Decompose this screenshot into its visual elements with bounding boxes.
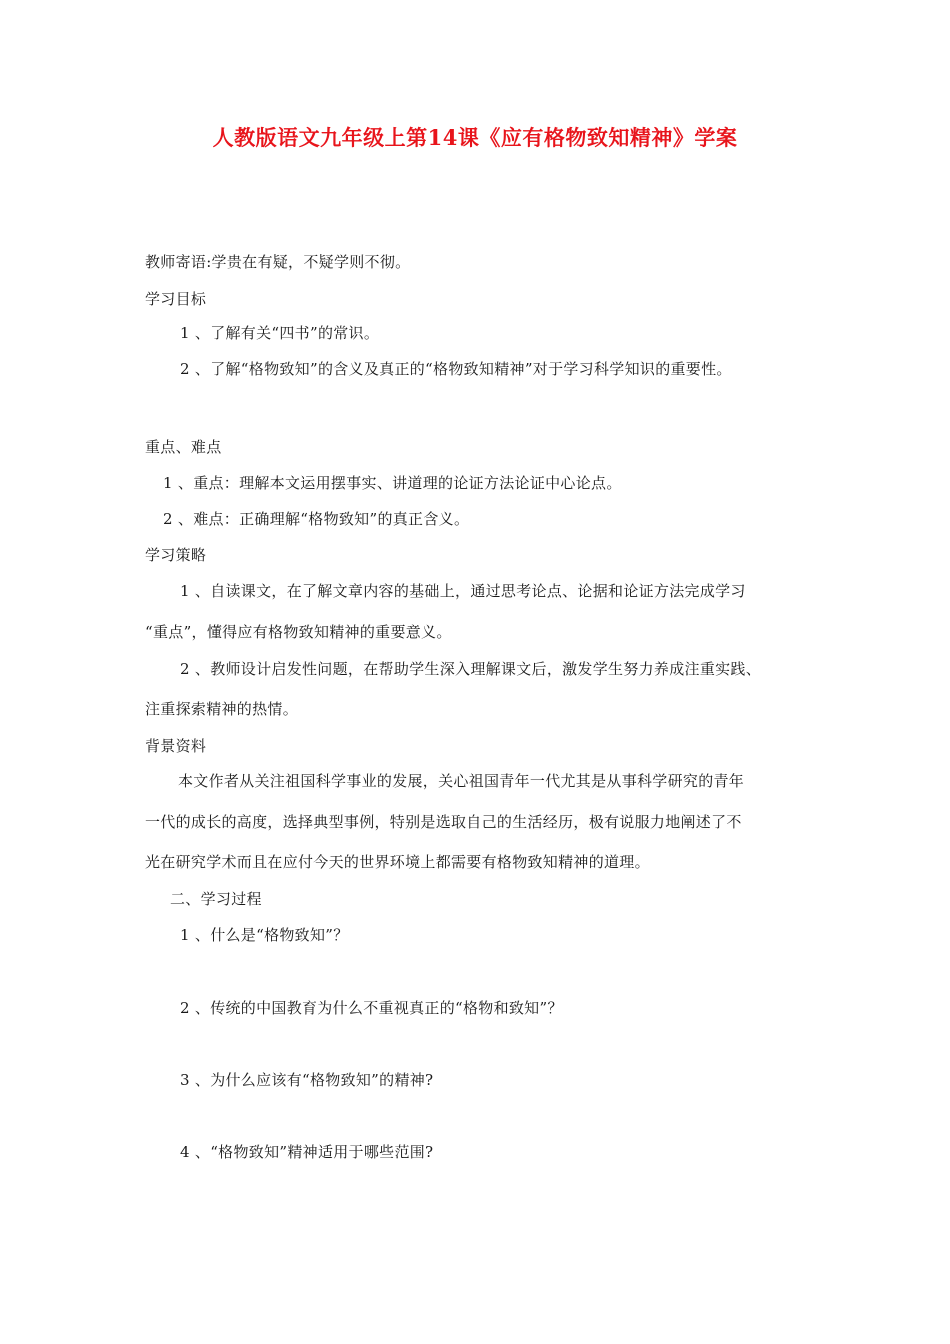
background-paragraph-line: 本文作者从关注祖国科学事业的发展，关心祖国青年一代尤其是从事科学研究的青年 [178,772,745,790]
strategy-heading: 学习策略 [145,546,207,564]
document-title: 人教版语文九年级上第14课《应有格物致知精神》学案 [212,125,738,150]
background-paragraph-line: 一代的成长的高度，选择典型事例，特别是选取自己的生活经历，极有说服力地阐述了不 [145,813,742,831]
background-heading: 背景资料 [145,737,207,755]
background-paragraph-line: 光在研究学术而且在应付今天的世界环境上都需要有格物致知精神的道理。 [145,853,650,871]
process-question: 3 、为什么应该有“格物致知”的精神? [180,1071,434,1089]
key-point-item: 1 、重点：理解本文运用摆事实、讲道理的论证方法论证中心论点。 [163,474,622,492]
objective-item: 2 、了解“格物致知”的含义及真正的“格物致知精神”对于学习科学知识的重要性。 [180,360,732,378]
process-question: 1 、什么是“格物致知”？ [180,926,349,944]
process-question: 4 、“格物致知”精神适用于哪些范围? [180,1143,434,1161]
strategy-item-line: 注重探索精神的热情。 [145,700,299,718]
process-heading: 二、学习过程 [170,890,262,908]
strategy-item-line: 1 、自读课文，在了解文章内容的基础上，通过思考论点、论据和论证方法完成学习 [180,582,746,600]
objective-item: 1 、了解有关“四书”的常识。 [180,324,380,342]
process-question: 2 、传统的中国教育为什么不重视真正的“格物和致知”？ [180,999,563,1017]
strategy-item-line: 2 、教师设计启发性问题，在帮助学生深入理解课文后，激发学生努力养成注重实践、 [180,660,762,678]
key-point-item: 2 、难点：正确理解“格物致知”的真正含义。 [163,510,470,528]
objectives-heading: 学习目标 [145,290,207,308]
strategy-item-line: “重点”，懂得应有格物致知精神的重要意义。 [145,623,452,641]
key-points-heading: 重点、难点 [145,438,222,456]
teacher-message: 教师寄语:学贵在有疑，不疑学则不彻。 [145,253,411,271]
